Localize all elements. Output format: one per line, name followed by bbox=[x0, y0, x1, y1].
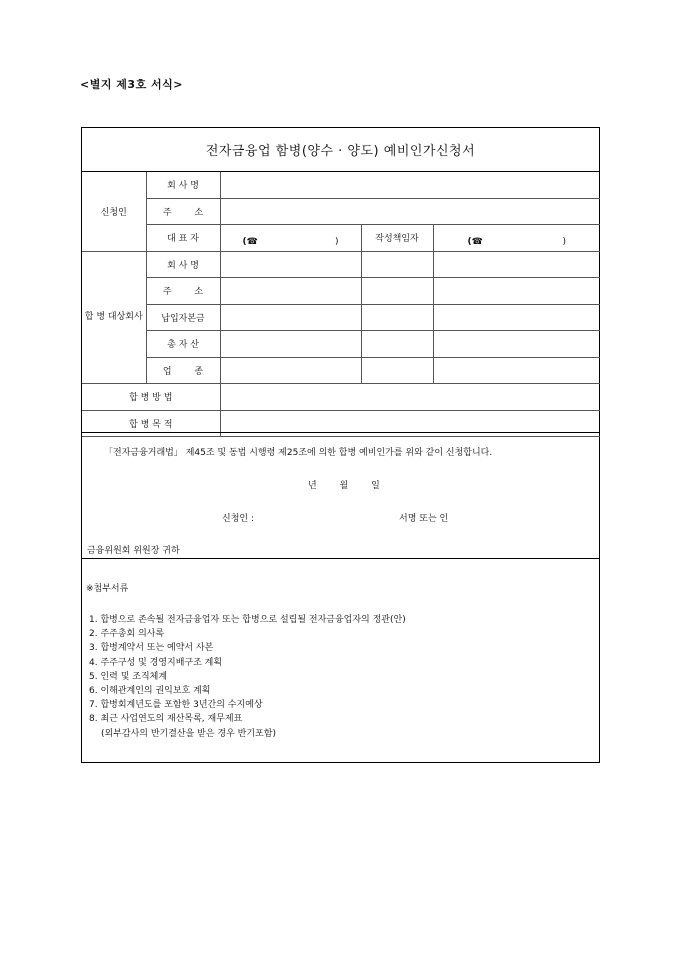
target-row-label: 업 종 bbox=[146, 357, 220, 384]
target-field[interactable] bbox=[220, 251, 361, 278]
attachment-item: 8. 최근 사업연도의 재산목록, 재무제표 bbox=[89, 714, 243, 725]
application-form bbox=[81, 127, 600, 763]
applicant-company-field[interactable] bbox=[220, 172, 600, 198]
applicant-sign-label: 신청인 : bbox=[222, 514, 254, 524]
form-number-label: <별지 제3호 서식> bbox=[80, 78, 184, 91]
applicant-group-label: 신청인 bbox=[82, 172, 146, 251]
target-row-label: 회 사 명 bbox=[146, 251, 220, 278]
target-row-label: 주 소 bbox=[146, 278, 220, 305]
target-field[interactable] bbox=[220, 331, 361, 358]
target-field[interactable] bbox=[220, 278, 361, 305]
attachment-item: 1. 합병으로 존속될 전자금융업자 또는 합병으로 설립될 전자금융업자의 정관(안) bbox=[89, 615, 406, 625]
writer-label: 작성책임자 bbox=[361, 225, 433, 252]
method-field[interactable] bbox=[220, 384, 600, 411]
target-row-label: 총 자 산 bbox=[146, 331, 220, 358]
attachments-section bbox=[82, 559, 599, 762]
applicant-company-label: 회 사 명 bbox=[146, 172, 220, 198]
phone-close: ) bbox=[562, 237, 567, 248]
attachment-item: 6. 이해관계인의 권익보호 계획 bbox=[89, 685, 211, 696]
target-field[interactable] bbox=[433, 331, 600, 358]
target-field[interactable] bbox=[433, 251, 600, 278]
target-group-text: 합 병 대상회사 bbox=[84, 312, 143, 323]
target-field[interactable] bbox=[433, 278, 600, 305]
phone-close: ) bbox=[334, 237, 339, 248]
sign-seal-label: 서명 또는 인 bbox=[399, 514, 449, 524]
form-table bbox=[82, 172, 600, 437]
target-row-label: 납입자본금 bbox=[146, 304, 220, 331]
target-field[interactable] bbox=[220, 304, 361, 331]
target-field[interactable] bbox=[220, 357, 361, 384]
target-field[interactable] bbox=[361, 251, 433, 278]
phone-open: (☎ bbox=[242, 237, 258, 248]
addressee: 금융위원회 위원장 귀하 bbox=[87, 546, 180, 556]
date-line[interactable]: 년 월 일 bbox=[308, 481, 380, 491]
attachment-item: 7. 합병회계년도를 포함한 3년간의 수지예상 bbox=[89, 700, 263, 711]
statement-text: 「전자금융거래법」 제45조 및 동법 시행령 제25조에 의한 합병 예비인가를 위와 같이 신청합니다. bbox=[104, 448, 493, 458]
target-field[interactable] bbox=[361, 331, 433, 358]
writer-phone-field[interactable] bbox=[433, 225, 600, 252]
target-field[interactable] bbox=[433, 304, 600, 331]
attachment-item: (외부감사의 반기결산을 받은 경우 반기포함) bbox=[101, 728, 276, 739]
target-field[interactable] bbox=[361, 304, 433, 331]
rep-phone-field[interactable] bbox=[220, 225, 361, 252]
attachments-list bbox=[89, 613, 406, 741]
target-field[interactable] bbox=[433, 357, 600, 384]
target-field[interactable] bbox=[361, 278, 433, 305]
applicant-address-field[interactable] bbox=[220, 198, 600, 225]
signature-section bbox=[82, 432, 599, 559]
attachments-heading: ※첨부서류 bbox=[86, 584, 129, 594]
target-group-label bbox=[82, 251, 146, 384]
target-field[interactable] bbox=[361, 357, 433, 384]
applicant-rep-label: 대 표 자 bbox=[146, 225, 220, 252]
attachment-item: 3. 합병계약서 또는 예약서 사본 bbox=[89, 643, 214, 654]
phone-open: (☎ bbox=[467, 237, 483, 248]
attachment-item: 5. 인력 및 조직체계 bbox=[89, 671, 168, 682]
purpose-label: 합 병 목 적 bbox=[82, 410, 220, 437]
method-label: 합 병 방 법 bbox=[82, 384, 220, 411]
form-title: 전자금융업 함병(양수 · 양도) 예비인가신청서 bbox=[82, 128, 599, 172]
attachment-item: 2. 주주총회 의사록 bbox=[89, 629, 165, 640]
applicant-address-label: 주 소 bbox=[146, 198, 220, 225]
attachment-item: 4. 주주구성 및 경영지배구조 계획 bbox=[89, 657, 223, 668]
